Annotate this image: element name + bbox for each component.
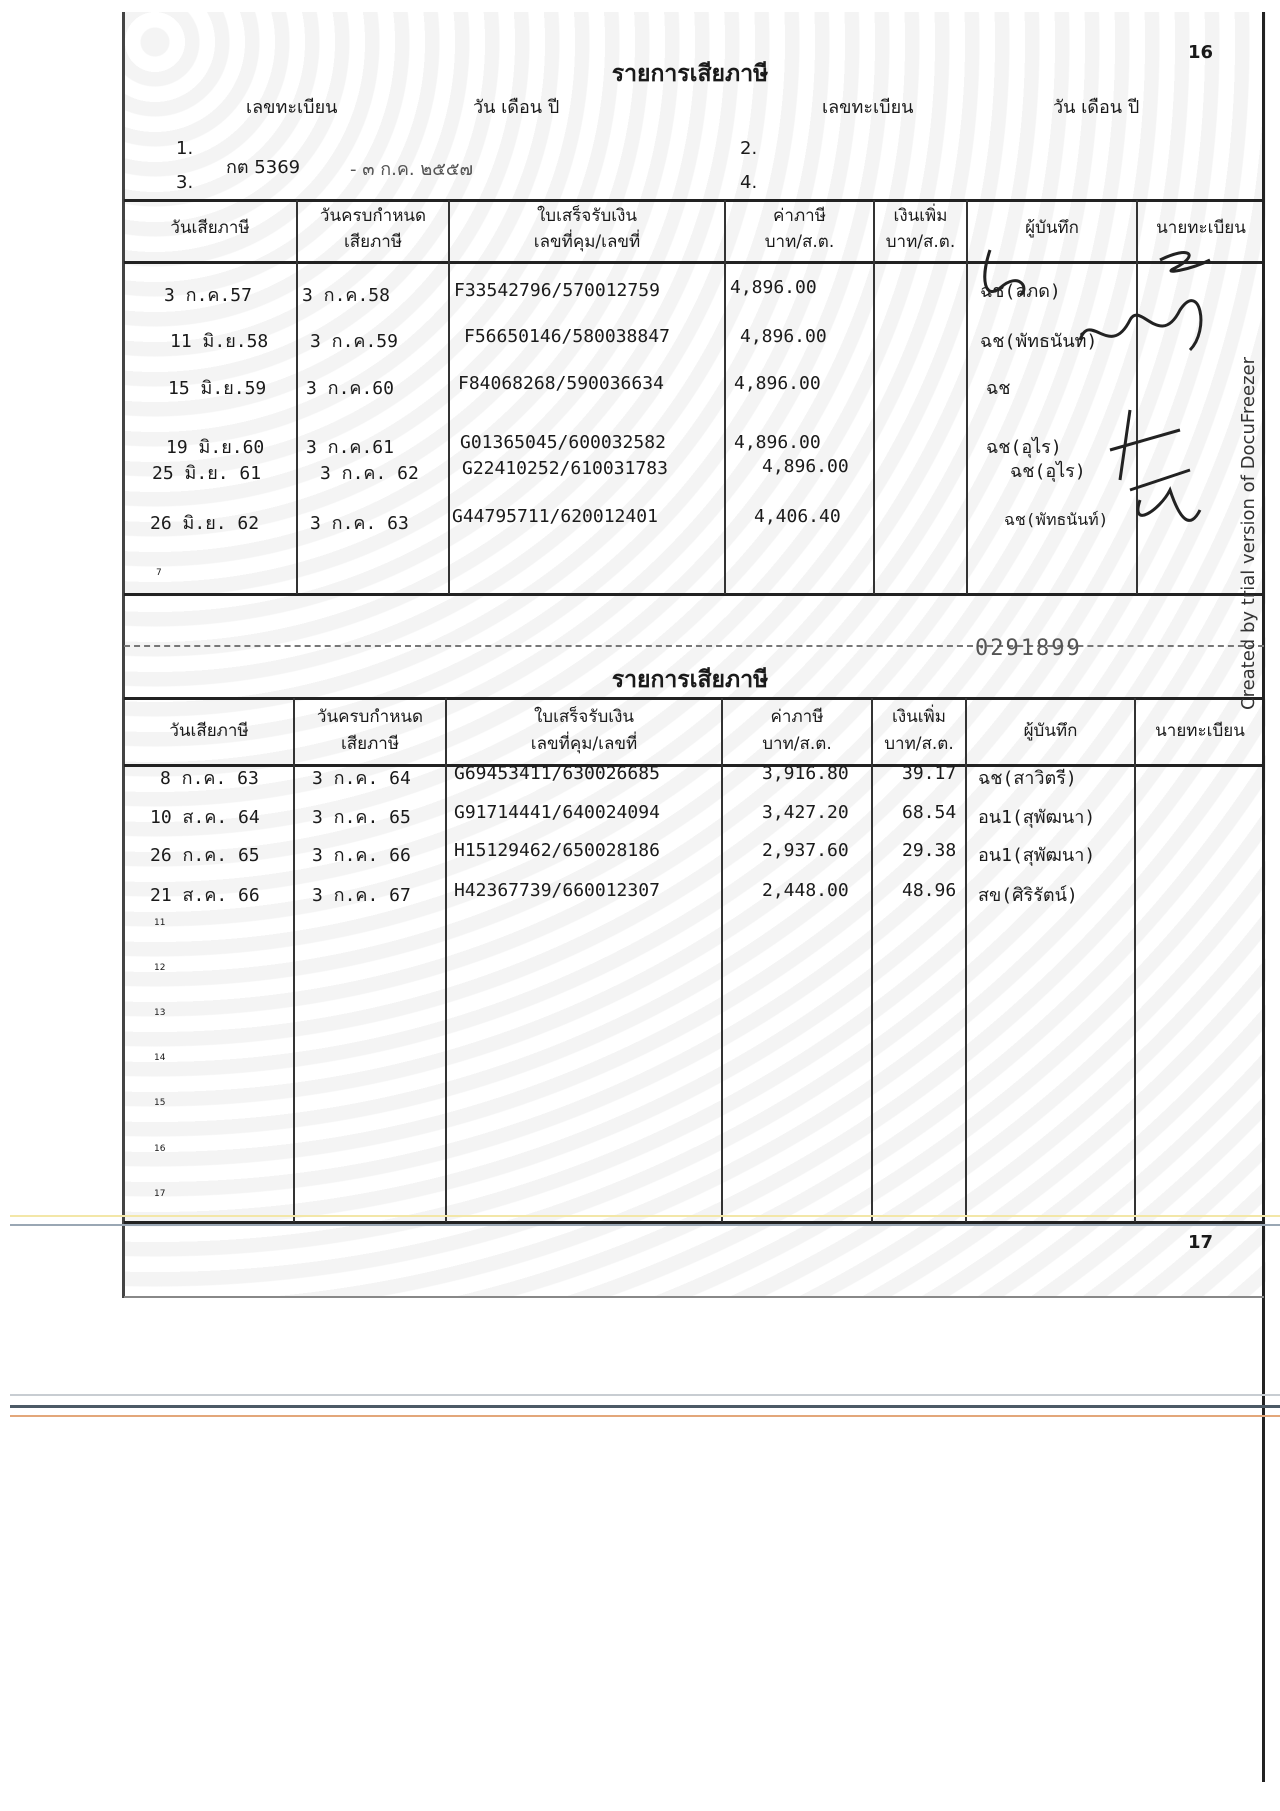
col-tax-1: ค่าภาษี [773,206,826,226]
row-number: 17 [154,1189,166,1199]
surcharge-amount: 29.38 [902,840,957,861]
tax-amount: 4,896.00 [762,456,849,477]
col-due-date-2: เสียภาษี [340,734,400,754]
perforation-line [124,645,1264,647]
paid-date: 8 ก.ค. 63 [160,768,259,789]
col-due-date-1: วันครบกำหนด [319,206,427,226]
paid-date: 26 ก.ค. 65 [150,845,260,866]
paid-date: 25 มิ.ย. 61 [152,463,262,484]
paid-date: 19 มิ.ย.60 [166,437,265,458]
col-recorder: ผู้บันทึก [1025,218,1079,238]
col-receipt-2: เลขที่คุม/เลขที่ [530,734,638,754]
tax-amount: 3,916.80 [762,763,849,784]
due-date: 3 ก.ค.60 [306,378,394,399]
tax-amount: 4,896.00 [740,326,827,347]
due-date: 3 ก.ค.61 [306,437,394,458]
paid-date: 21 ส.ค. 66 [150,885,260,906]
receipt-no: G69453411/630026685 [454,763,660,784]
due-date: 3 ก.ค. 62 [320,463,419,484]
paid-date: 26 มิ.ย. 62 [150,513,260,534]
paid-date: 15 มิ.ย.59 [168,378,267,399]
page-number-top: 16 [1188,42,1214,63]
due-date: 3 ก.ค.58 [302,285,390,306]
due-date: 3 ก.ค.59 [310,331,398,352]
col-tax-2: บาท/ส.ต. [762,734,832,754]
reg-label-right: เลขทะเบียน [822,97,914,118]
receipt-no: H42367739/660012307 [454,880,660,901]
row-number: 11 [154,918,166,928]
col-recorder: ผู้บันทึก [1023,721,1078,741]
recorder: ฉช(ลภด) [980,281,1061,302]
section-title: รายการเสียภาษี [611,61,769,87]
recorder: อน1(สุพัฒนา) [978,845,1096,866]
scan-artifact-line [10,1224,1280,1226]
recorder: สข(ศิริรัตน์) [978,885,1078,906]
recorder: อน1(สุพัฒนา) [978,807,1096,828]
col-surcharge-1: เงินเพิ่ม [892,707,946,727]
surcharge-amount: 48.96 [902,880,957,901]
col-surcharge-2: บาท/ส.ต. [884,734,954,754]
tax-amount: 4,406.40 [754,506,841,527]
date-label-right: วัน เดือน ปี [1053,97,1140,118]
recorder: ฉช [986,378,1011,399]
receipt-no: F56650146/580038847 [464,326,670,347]
col-due-date-2: เสียภาษี [343,232,403,252]
col-tax-1: ค่าภาษี [770,707,824,727]
tax-amount: 2,448.00 [762,880,849,901]
col-registrar: นายทะเบียน [1155,721,1245,741]
surcharge-amount: 39.17 [902,763,957,784]
col-receipt-1: ใบเสร็จรับเงิน [533,707,635,727]
recorder: ฉช(พัทธนันท์) [980,331,1098,352]
due-date: 3 ก.ค. 67 [312,885,411,906]
col-tax-2: บาท/ส.ต. [764,232,835,252]
col-due-date-1: วันครบกำหนด [316,707,424,727]
entry-3-no: 3. [176,172,194,193]
receipt-no: F84068268/590036634 [458,373,664,394]
entry-1-reg: กต 5369 [226,157,301,178]
section-title-2: รายการเสียภาษี [611,667,769,693]
paid-date: 3 ก.ค.57 [164,285,252,306]
page-number-bottom: 17 [1188,1232,1214,1253]
row-number: 13 [154,1008,166,1018]
due-date: 3 ก.ค. 66 [312,845,411,866]
entry-4-no: 4. [740,172,758,193]
reg-label-left: เลขทะเบียน [246,97,338,118]
receipt-no: H15129462/650028186 [454,840,660,861]
page-bottom-edge [124,1296,1264,1298]
paid-date: 11 มิ.ย.58 [170,331,269,352]
receipt-no: F33542796/570012759 [454,280,660,301]
recorder: ฉช(สาวิตรี) [978,768,1077,789]
col-receipt-1: ใบเสร็จรับเงิน [536,206,638,226]
row-number: 16 [154,1144,166,1154]
entry-1-date-stamp: - ๓ ก.ค. ๒๕๕๗ [350,159,473,180]
scan-artifact-line [10,1415,1280,1417]
tax-amount: 2,937.60 [762,840,849,861]
row-number: 7 [156,568,162,578]
date-label-left: วัน เดือน ปี [473,97,560,118]
tax-amount: 4,896.00 [734,373,821,394]
scan-artifact-line [10,1215,1280,1217]
page-right-edge [1262,12,1265,1782]
col-surcharge-2: บาท/ส.ต. [885,232,956,252]
row-number: 14 [154,1053,166,1063]
recorder: ฉช(อุไร) [1010,461,1086,482]
col-surcharge-1: เงินเพิ่ม [893,206,948,226]
tax-amount: 4,896.00 [734,432,821,453]
recorder: ฉช(อุไร) [986,437,1062,458]
tax-amount: 4,896.00 [730,277,817,298]
receipt-no: G44795711/620012401 [452,506,658,527]
entry-1-no: 1. [176,138,194,159]
tax-amount: 3,427.20 [762,802,849,823]
paid-date: 10 ส.ค. 64 [150,807,260,828]
row-number: 15 [154,1098,166,1108]
col-paid-date: วันเสียภาษี [169,721,249,741]
watermark-text: Created by trial version of DocuFreezer [1238,357,1259,710]
due-date: 3 ก.ค. 63 [310,513,409,534]
entry-2-no: 2. [740,138,758,159]
recorder: ฉช(พัทธนันท์) [1004,510,1109,529]
surcharge-amount: 68.54 [902,802,957,823]
receipt-no: G22410252/610031783 [462,458,668,479]
handwritten-signatures [960,240,1260,540]
due-date: 3 ก.ค. 65 [312,807,411,828]
receipt-no: G91714441/640024094 [454,802,660,823]
due-date: 3 ก.ค. 64 [312,768,411,789]
col-registrar: นายทะเบียน [1156,218,1246,238]
serial-number: 0291899 [975,636,1082,661]
col-paid-date: วันเสียภาษี [170,218,250,238]
receipt-no: G01365045/600032582 [460,432,666,453]
scan-artifact-line [10,1394,1280,1396]
col-receipt-2: เลขที่คุม/เลขที่ [533,232,641,252]
row-number: 12 [154,963,166,973]
scan-artifact-line [10,1405,1280,1408]
